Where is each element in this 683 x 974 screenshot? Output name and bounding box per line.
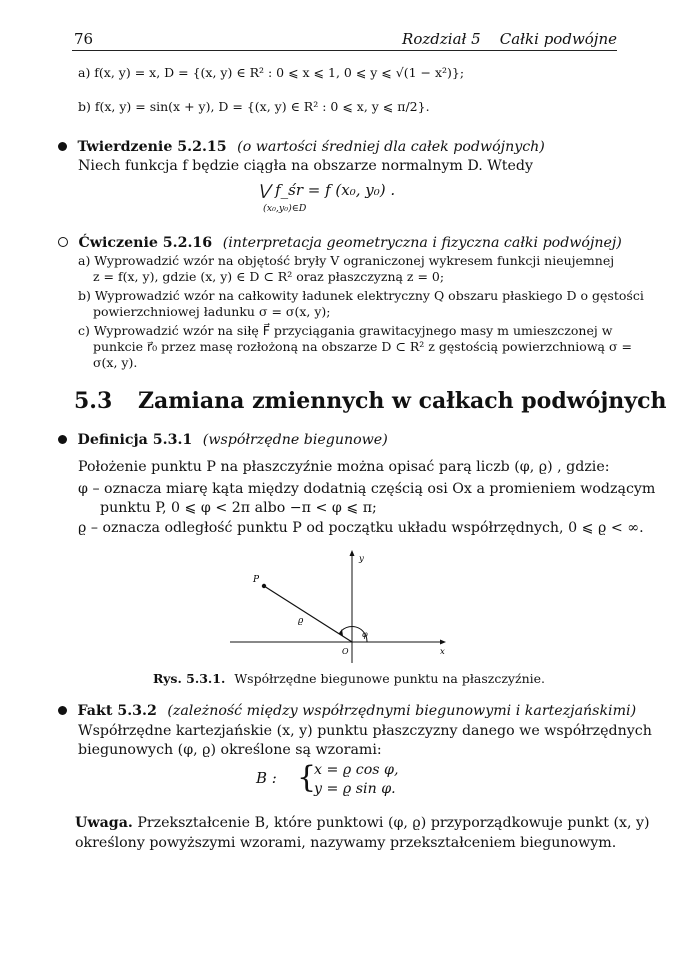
exercise-line: z = f(x, y), gdzie (x, y) ∈ D ⊂ R² oraz płaszczyzną z = 0; (93, 269, 445, 284)
header-rule (72, 50, 617, 51)
remark-text: Przekształcenie B, które punktowi (φ, ϱ) przyporządkowuje punkt (x, y) (132, 815, 650, 831)
bullet-filled-icon (58, 435, 67, 444)
point-p-label: P (253, 575, 260, 585)
figure-caption (153, 670, 545, 687)
chapter-title: Rozdział 5 Całki podwójne (402, 30, 617, 48)
origin-label: O (342, 647, 349, 656)
definition-line: punktu P, 0 ⩽ φ < 2π albo −π < φ ⩽ π; (100, 500, 377, 516)
bullet-filled-icon (58, 142, 67, 151)
section-number: 5.3 (74, 388, 113, 414)
exercise-part-a: a) f(x, y) = x, D = {(x, y) ∈ R² : 0 ⩽ x ⩽ 1, 0 ⩽ y ⩽ √(1 − x²)}; (78, 65, 465, 80)
exercise-title: (interpretacja geometryczna i fizyczna całki podwójnej) (222, 235, 622, 251)
rho-label: ϱ (298, 616, 304, 626)
figure-caption-text: Współrzędne biegunowe punktu na płaszczyźnie. (234, 671, 545, 686)
exercise-line: a) Wyprowadzić wzór na objętość bryły V ograniczonej wykresem funkcji nieujemnej (78, 253, 615, 268)
point-p (262, 584, 266, 588)
remark-label: Uwaga. (75, 815, 133, 831)
exercise-line: c) Wyprowadzić wzór na siłę F⃗ przyciągania grawitacyjnego masy m umieszczonej w (78, 323, 613, 338)
definition-line: ϱ – oznacza odległość punktu P od początku układu współrzędnych, 0 ⩽ ϱ < ∞. (78, 520, 644, 536)
exercise-label: Ćwiczenie 5.2.16 (78, 235, 213, 251)
bullet-filled-icon (58, 706, 67, 715)
definition-title: (współrzędne biegunowe) (202, 432, 388, 448)
fact-label: Fakt 5.3.2 (77, 703, 157, 719)
section-heading (74, 388, 666, 414)
remark-line-2: określony powyższymi wzorami, nazywamy przekształceniem biegunowym. (75, 835, 617, 851)
fact-line: Współrzędne kartezjańskie (x, y) punktu płaszczyzny danego we współrzędnych (78, 723, 652, 739)
phi-label: φ (362, 630, 368, 639)
fact-map-symbol: B : (256, 769, 277, 787)
exercise-line: σ(x, y). (93, 355, 138, 370)
theorem-heading (58, 137, 545, 157)
definition-label: Definicja 5.3.1 (77, 432, 193, 448)
x-axis-label: x (440, 647, 445, 657)
y-axis-arrow-icon (350, 550, 355, 556)
remark-line-1 (75, 813, 650, 833)
theorem-formula-subscript: (x₀,y₀)∈D (263, 203, 307, 214)
exercise-line: b) Wyprowadzić wzór na całkowity ładunek elektryczny Q obszaru płaskiego D o gęstości (78, 288, 644, 303)
exercise-heading (58, 233, 622, 253)
bullet-open-icon (58, 237, 68, 247)
exercise-line: powierzchniowej ładunku σ = σ(x, y); (93, 304, 331, 319)
definition-line: φ – oznacza miarę kąta między dodatnią częścią osi Ox a promieniem wodzącym (78, 481, 656, 497)
exercise-line: punkcie r⃗₀ przez masę rozłożoną na obszarze D ⊂ R² z gęstością powierzchniową σ = (93, 339, 632, 354)
brace-icon: { (297, 760, 317, 795)
figure-caption-label: Rys. 5.3.1. (153, 671, 226, 686)
theorem-text: Niech funkcja f będzie ciągła na obszarze normalnym D. Wtedy (78, 158, 534, 174)
fact-heading (58, 701, 636, 721)
y-axis-label: y (359, 554, 364, 564)
x-axis-arrow-icon (440, 640, 446, 645)
exercise-part-b: b) f(x, y) = sin(x + y), D = {(x, y) ∈ R² : 0 ⩽ x, y ⩽ π/2}. (78, 99, 430, 114)
theorem-label: Twierdzenie 5.2.15 (77, 139, 227, 155)
fact-eq-y: y = ϱ sin φ. (314, 781, 396, 797)
theorem-formula: ⋁ f_śr = f (x₀, y₀) . (258, 181, 396, 199)
section-title: Zamiana zmiennych w całkach podwójnych (137, 388, 667, 414)
fact-line: biegunowych (φ, ϱ) określone są wzorami: (78, 742, 382, 758)
polar-coordinates-figure (230, 548, 450, 663)
definition-heading (58, 430, 388, 450)
page-number: 76 (74, 30, 94, 48)
theorem-title: (o wartości średniej dla całek podwójnych) (237, 139, 545, 155)
definition-line: Położenie punktu P na płaszczyźnie można opisać parą liczb (φ, ϱ) , gdzie: (78, 459, 610, 475)
fact-title: (zależność między współrzędnymi biegunowymi i kartezjańskimi) (167, 703, 637, 719)
fact-eq-x: x = ϱ cos φ, (314, 762, 399, 778)
